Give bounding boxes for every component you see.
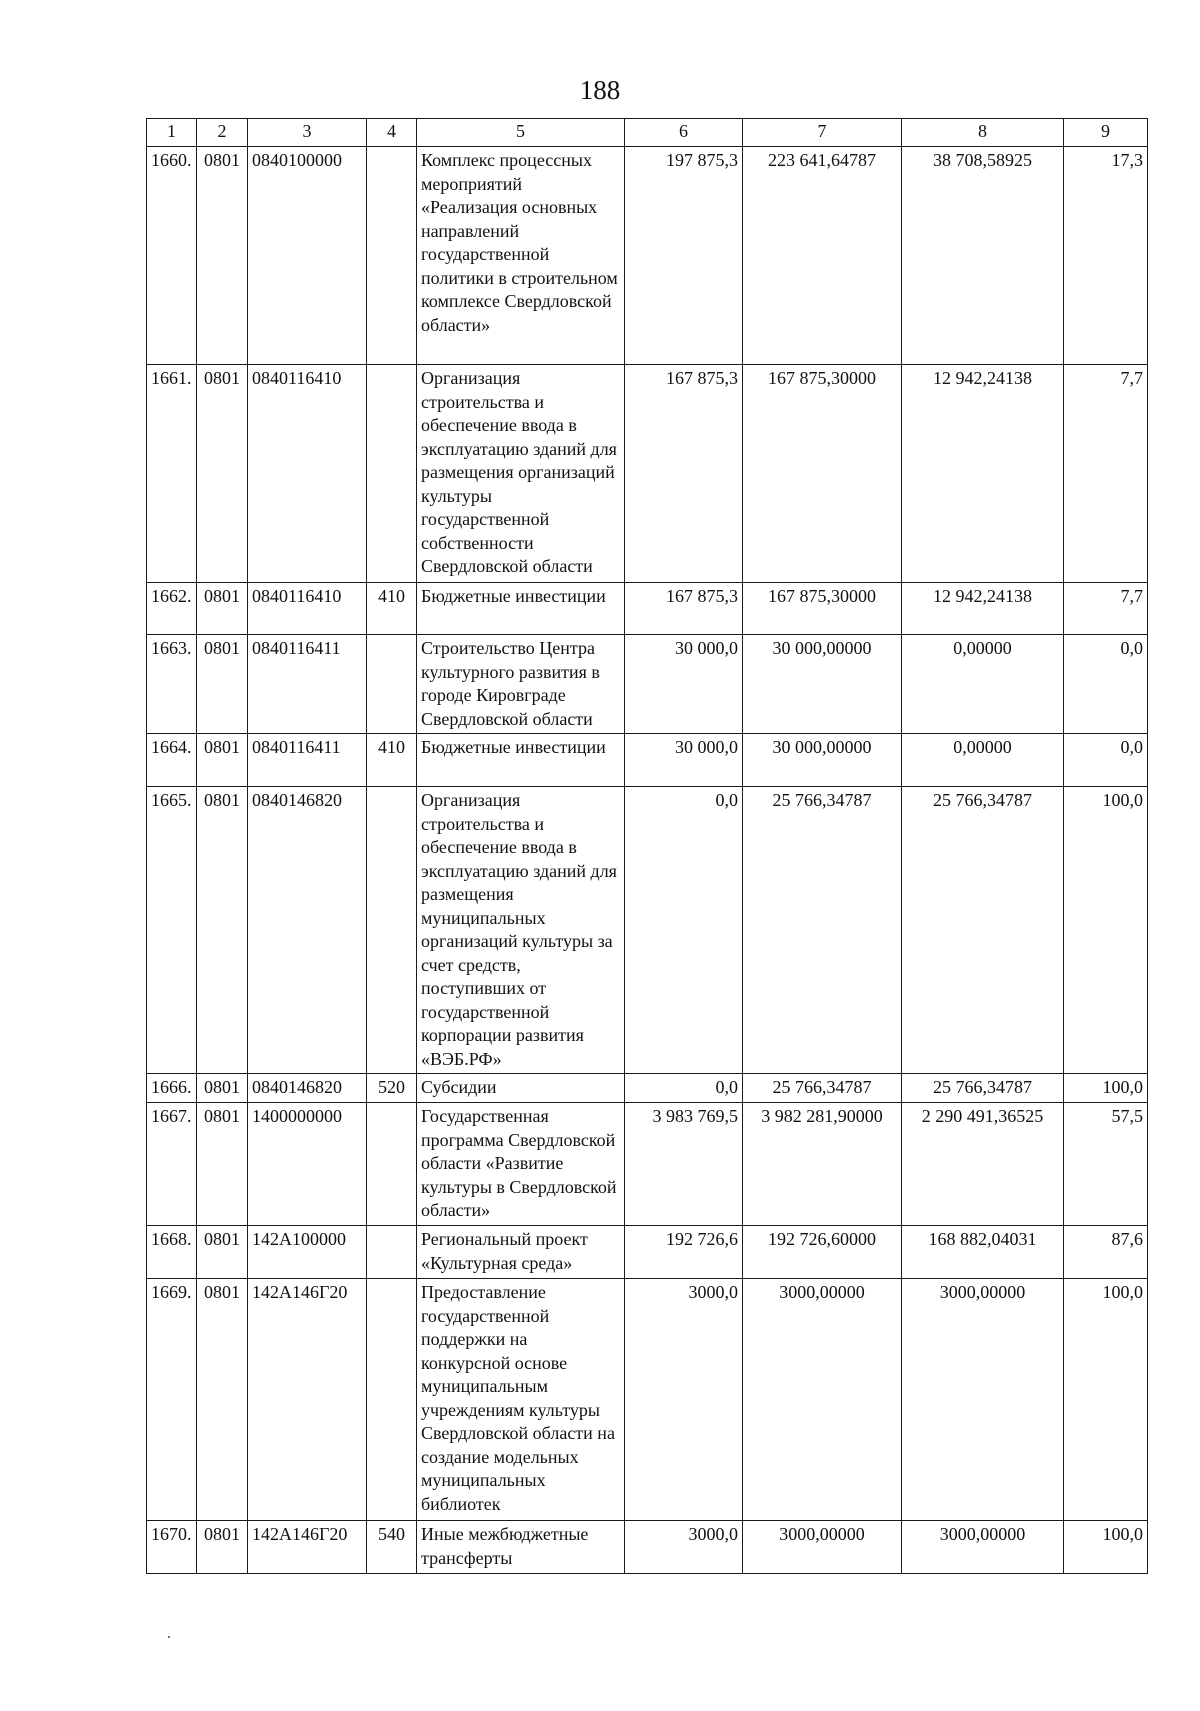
column-header-2: 2 — [197, 119, 248, 147]
row-number-cell: 1662. — [147, 583, 197, 635]
item-name-cell: Бюджетные инвестиции — [417, 734, 625, 787]
row-number-cell: 1670. — [147, 1521, 197, 1574]
executed-amount-cell: 2 290 491,36525 — [902, 1103, 1064, 1226]
approved-amount-cell: 192 726,60000 — [743, 1226, 902, 1279]
execution-percent-cell: 100,0 — [1064, 1074, 1148, 1103]
column-header-4: 4 — [367, 119, 417, 147]
table-row — [147, 583, 1148, 635]
column-header-9: 9 — [1064, 119, 1148, 147]
expense-type-cell: 520 — [367, 1074, 417, 1103]
execution-percent-cell: 0,0 — [1064, 635, 1148, 734]
target-code-cell: 0840116410 — [248, 583, 367, 635]
approved-amount-cell: 30 000,00000 — [743, 635, 902, 734]
planned-amount-cell: 192 726,6 — [625, 1226, 743, 1279]
section-code-cell: 0801 — [197, 1103, 248, 1226]
item-name-cell: Комплекс процессных мероприятий «Реализация основных направлений государственной политики в строительном комплексе Свердловской области» — [417, 147, 625, 365]
expense-type-cell — [367, 787, 417, 1074]
expense-type-cell — [367, 1279, 417, 1521]
expense-type-cell: 540 — [367, 1521, 417, 1574]
section-code-cell: 0801 — [197, 1279, 248, 1521]
target-code-cell: 0840146820 — [248, 1074, 367, 1103]
item-name-cell: Предоставление государственной поддержки на конкурсной основе муниципальным учреждениям культуры Свердловской области на создание модельных муниципальных библиотек — [417, 1279, 625, 1521]
target-code-cell: 0840116411 — [248, 734, 367, 787]
table-row — [147, 1226, 1148, 1279]
planned-amount-cell: 167 875,3 — [625, 583, 743, 635]
table-row — [147, 1279, 1148, 1521]
section-code-cell: 0801 — [197, 1074, 248, 1103]
row-number-cell: 1668. — [147, 1226, 197, 1279]
approved-amount-cell: 3 982 281,90000 — [743, 1103, 902, 1226]
row-number-cell: 1666. — [147, 1074, 197, 1103]
item-name-cell: Субсидии — [417, 1074, 625, 1103]
row-number-cell: 1669. — [147, 1279, 197, 1521]
table-row — [147, 1103, 1148, 1226]
budget-table — [146, 118, 1148, 1574]
section-code-cell: 0801 — [197, 365, 248, 583]
approved-amount-cell: 167 875,30000 — [743, 583, 902, 635]
item-name-cell: Региональный проект «Культурная среда» — [417, 1226, 625, 1279]
expense-type-cell — [367, 147, 417, 365]
target-code-cell: 142A146Г20 — [248, 1279, 367, 1521]
planned-amount-cell: 3000,0 — [625, 1279, 743, 1521]
execution-percent-cell: 7,7 — [1064, 583, 1148, 635]
execution-percent-cell: 57,5 — [1064, 1103, 1148, 1226]
section-code-cell: 0801 — [197, 1521, 248, 1574]
planned-amount-cell: 30 000,0 — [625, 635, 743, 734]
expense-type-cell — [367, 635, 417, 734]
table-row — [147, 365, 1148, 583]
target-code-cell: 0840116410 — [248, 365, 367, 583]
approved-amount-cell: 25 766,34787 — [743, 787, 902, 1074]
planned-amount-cell: 30 000,0 — [625, 734, 743, 787]
row-number-cell: 1664. — [147, 734, 197, 787]
planned-amount-cell: 3000,0 — [625, 1521, 743, 1574]
table-row — [147, 787, 1148, 1074]
row-number-cell: 1665. — [147, 787, 197, 1074]
table-row — [147, 734, 1148, 787]
table-row — [147, 147, 1148, 365]
row-number-cell: 1667. — [147, 1103, 197, 1226]
target-code-cell: 1400000000 — [248, 1103, 367, 1226]
item-name-cell: Строительство Центра культурного развития в городе Кировграде Свердловской области — [417, 635, 625, 734]
target-code-cell: 142A100000 — [248, 1226, 367, 1279]
expense-type-cell — [367, 1226, 417, 1279]
approved-amount-cell: 167 875,30000 — [743, 365, 902, 583]
execution-percent-cell: 7,7 — [1064, 365, 1148, 583]
scan-speck — [168, 1636, 170, 1638]
execution-percent-cell: 87,6 — [1064, 1226, 1148, 1279]
column-header-5: 5 — [417, 119, 625, 147]
executed-amount-cell: 0,00000 — [902, 734, 1064, 787]
table-row — [147, 1521, 1148, 1574]
executed-amount-cell: 12 942,24138 — [902, 583, 1064, 635]
column-header-6: 6 — [625, 119, 743, 147]
expense-type-cell — [367, 1103, 417, 1226]
item-name-cell: Государственная программа Свердловской области «Развитие культуры в Свердловской области» — [417, 1103, 625, 1226]
section-code-cell: 0801 — [197, 583, 248, 635]
executed-amount-cell: 3000,00000 — [902, 1521, 1064, 1574]
item-name-cell: Организация строительства и обеспечение ввода в эксплуатацию зданий для размещения муниципальных организаций культуры за счет средств, поступивших от государственной корпорации развития «ВЭБ.РФ» — [417, 787, 625, 1074]
approved-amount-cell: 223 641,64787 — [743, 147, 902, 365]
approved-amount-cell: 3000,00000 — [743, 1279, 902, 1521]
expense-type-cell — [367, 365, 417, 583]
executed-amount-cell: 25 766,34787 — [902, 1074, 1064, 1103]
planned-amount-cell: 0,0 — [625, 1074, 743, 1103]
target-code-cell: 0840146820 — [248, 787, 367, 1074]
executed-amount-cell: 38 708,58925 — [902, 147, 1064, 365]
target-code-cell: 0840116411 — [248, 635, 367, 734]
item-name-cell: Организация строительства и обеспечение ввода в эксплуатацию зданий для размещения организаций культуры государственной собственности Свердловской области — [417, 365, 625, 583]
row-number-cell: 1663. — [147, 635, 197, 734]
approved-amount-cell: 3000,00000 — [743, 1521, 902, 1574]
column-header-7: 7 — [743, 119, 902, 147]
planned-amount-cell: 3 983 769,5 — [625, 1103, 743, 1226]
executed-amount-cell: 25 766,34787 — [902, 787, 1064, 1074]
table-header — [147, 119, 1148, 147]
section-code-cell: 0801 — [197, 635, 248, 734]
table-row — [147, 1074, 1148, 1103]
approved-amount-cell: 30 000,00000 — [743, 734, 902, 787]
approved-amount-cell: 25 766,34787 — [743, 1074, 902, 1103]
execution-percent-cell: 100,0 — [1064, 1521, 1148, 1574]
expense-type-cell: 410 — [367, 583, 417, 635]
target-code-cell: 142A146Г20 — [248, 1521, 367, 1574]
item-name-cell: Бюджетные инвестиции — [417, 583, 625, 635]
execution-percent-cell: 17,3 — [1064, 147, 1148, 365]
row-number-cell: 1660. — [147, 147, 197, 365]
execution-percent-cell: 0,0 — [1064, 734, 1148, 787]
target-code-cell: 0840100000 — [248, 147, 367, 365]
execution-percent-cell: 100,0 — [1064, 787, 1148, 1074]
row-number-cell: 1661. — [147, 365, 197, 583]
planned-amount-cell: 0,0 — [625, 787, 743, 1074]
section-code-cell: 0801 — [197, 734, 248, 787]
planned-amount-cell: 167 875,3 — [625, 365, 743, 583]
planned-amount-cell: 197 875,3 — [625, 147, 743, 365]
executed-amount-cell: 3000,00000 — [902, 1279, 1064, 1521]
table-row — [147, 635, 1148, 734]
header-row — [147, 119, 1148, 147]
table-body — [147, 147, 1148, 1574]
section-code-cell: 0801 — [197, 787, 248, 1074]
column-header-1: 1 — [147, 119, 197, 147]
item-name-cell: Иные межбюджетные трансферты — [417, 1521, 625, 1574]
section-code-cell: 0801 — [197, 147, 248, 365]
executed-amount-cell: 168 882,04031 — [902, 1226, 1064, 1279]
executed-amount-cell: 12 942,24138 — [902, 365, 1064, 583]
executed-amount-cell: 0,00000 — [902, 635, 1064, 734]
column-header-8: 8 — [902, 119, 1064, 147]
section-code-cell: 0801 — [197, 1226, 248, 1279]
page-number: 188 — [579, 75, 621, 105]
column-header-3: 3 — [248, 119, 367, 147]
execution-percent-cell: 100,0 — [1064, 1279, 1148, 1521]
expense-type-cell: 410 — [367, 734, 417, 787]
